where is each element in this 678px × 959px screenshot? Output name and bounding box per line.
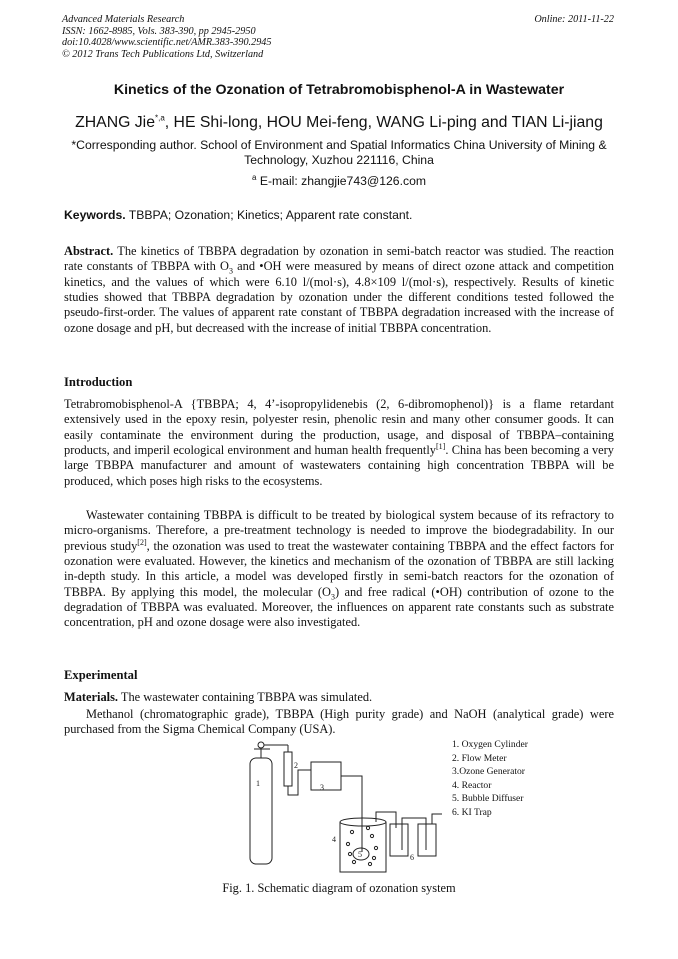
abstract-label: Abstract. — [64, 244, 114, 258]
paper-title: Kinetics of the Ozonation of Tetrabromobisphenol-A in Wastewater — [113, 82, 565, 98]
copyright-line: © 2012 Trans Tech Publications Ltd, Switzerland — [62, 48, 264, 60]
intro-text-2b: , the ozonation was used to treat the wastewater containing TBBPA and the effect factors for ozonation were evaluated. However, the kinetics and mechanism of the ozonation of TBBPA are still lacking in-depth study. In this article, a model was developed firstly in semi-batch reactors for the ozonation of TBBPA. By applying this model, the molecular (O — [64, 538, 615, 599]
reactor-vessel — [340, 822, 386, 872]
intro-text-1a: Tetrabromobisphenol-A {TBBPA; 4, 4’-isopropylidenebis (2, 6-dibromophenol)} is a flame retardant extensively used in the epoxy resin, polyester resin, phenolic resin and many other consumer goods. It can easily contaminate the environment during the production, usage, and disposal of TBBPA–containing products, and imperil ecological environment and human health frequently — [64, 397, 614, 458]
journal-header — [62, 14, 271, 60]
label-4: 4 — [332, 835, 336, 844]
cylinder-valve — [258, 742, 264, 748]
figure-caption: Fig. 1. Schematic diagram of ozonation system — [222, 881, 456, 895]
materials-text: The wastewater containing TBBPA was simulated. — [118, 690, 373, 704]
legend-item: 5. Bubble Diffuser — [452, 793, 524, 805]
legend-item: 1. Oxygen Cylinder — [452, 739, 528, 750]
materials-label: Materials. — [64, 690, 119, 704]
author-list — [0, 114, 678, 132]
ozone-generator — [311, 762, 341, 790]
ki-trap-2 — [418, 824, 436, 856]
issn-line: ISSN: 1662-8985, Vols. 383-390, pp 2945-2950 — [62, 25, 256, 37]
legend-item: 6. KI Trap — [452, 806, 492, 818]
ozonation-system-diagram — [236, 740, 450, 880]
label-5: 5 — [358, 850, 362, 859]
experimental-heading: Experimental — [64, 668, 138, 682]
keywords-text: TBBPA; Ozonation; Kinetics; Apparent rate constant. — [125, 208, 413, 222]
intro-text-2a: Wastewater containing TBBPA is difficult to be treated by biological system because of its refractory to micro-organisms. Therefore, a pre-treatment technology is needed to improve the biodegradability. In our previous study — [64, 508, 614, 553]
citation-1: [1] — [436, 441, 446, 451]
materials-paragraph: Methanol (chromatographic grade), TBBPA (High purity grade) and NaOH (analytical grade) were purchased from the Sigma Chemical Company (USA). — [64, 707, 614, 737]
ki-trap-1 — [390, 824, 408, 856]
label-3: 3 — [320, 783, 324, 792]
flow-meter — [284, 752, 292, 786]
abstract-text-1: The kinetics of TBBPA degradation by ozonation in semi-batch reactor was studied. The reaction rate constants of TBBPA with O — [64, 244, 614, 274]
keywords-label: Keywords. — [64, 208, 126, 222]
first-author: ZHANG Jie — [75, 114, 155, 131]
keywords — [64, 208, 412, 222]
intro-paragraph-1 — [64, 397, 614, 489]
materials-line — [64, 690, 614, 705]
label-2: 2 — [294, 761, 298, 770]
intro-sub: 3 — [331, 592, 335, 602]
abstract — [64, 244, 614, 336]
legend-item: 4. Reactor — [452, 779, 492, 791]
label-1: 1 — [256, 779, 260, 788]
intro-text-1b: . China has been becoming a very large TBBPA manufacturer and amount of wastewaters containing high concentration TBBPA will be produced, which poses high risks to the ecosystems. — [64, 443, 614, 488]
email-mark: a — [252, 172, 257, 182]
doi-line: doi:10.4028/www.scientific.net/AMR.383-390.2945 — [62, 37, 272, 49]
other-authors: , HE Shi-long, HOU Mei-feng, WANG Li-ping and TIAN Li-jiang — [164, 114, 603, 131]
abstract-text-2: and •OH were measured by means of direct ozone attack and competition kinetics, and the values of which were 6.10 l/(mol·s), 4.8×109 l/(mol·s), respectively. Results of kinetic studies showed that TBBPA degradation by ozonation under the different conditions tested followed the pseudo-first-order. The values of apparent rate constant of TBBPA degradation increased with the increase of ozone dosage and pH, but decreased with the increase of initial TBBPA concentration. — [64, 259, 614, 335]
journal-name: Advanced Materials Research — [62, 14, 185, 25]
legend-item: 2. Flow Meter — [452, 752, 507, 764]
intro-text-2c: ) and free radical (•OH) contribution of ozone to the degradation of TBBPA was evaluated. Moreover, the influences on apparent rate constants such as substrate concentration, pH and ozone dosage were also investigated. — [64, 584, 614, 630]
online-date: Online: 2011-11-22 — [534, 14, 614, 25]
citation-2: [2] — [137, 537, 147, 547]
legend-item: 3.Ozone Generator — [452, 766, 525, 778]
abstract-sub: 3 — [228, 266, 233, 276]
label-6: 6 — [410, 853, 414, 862]
introduction-heading: Introduction — [64, 375, 133, 389]
first-author-mark: *,a — [154, 113, 165, 123]
figure-legend — [452, 738, 528, 820]
email-line — [0, 174, 678, 188]
intro-paragraph-2 — [64, 508, 614, 631]
affiliation: *Corresponding author. School of Environment and Spatial Informatics China University of Mining & Technology, Xuzhou 221116, China — [71, 138, 607, 167]
oxygen-cylinder — [250, 758, 272, 864]
email-address: E-mail: zhangjie743@126.com — [259, 174, 426, 188]
